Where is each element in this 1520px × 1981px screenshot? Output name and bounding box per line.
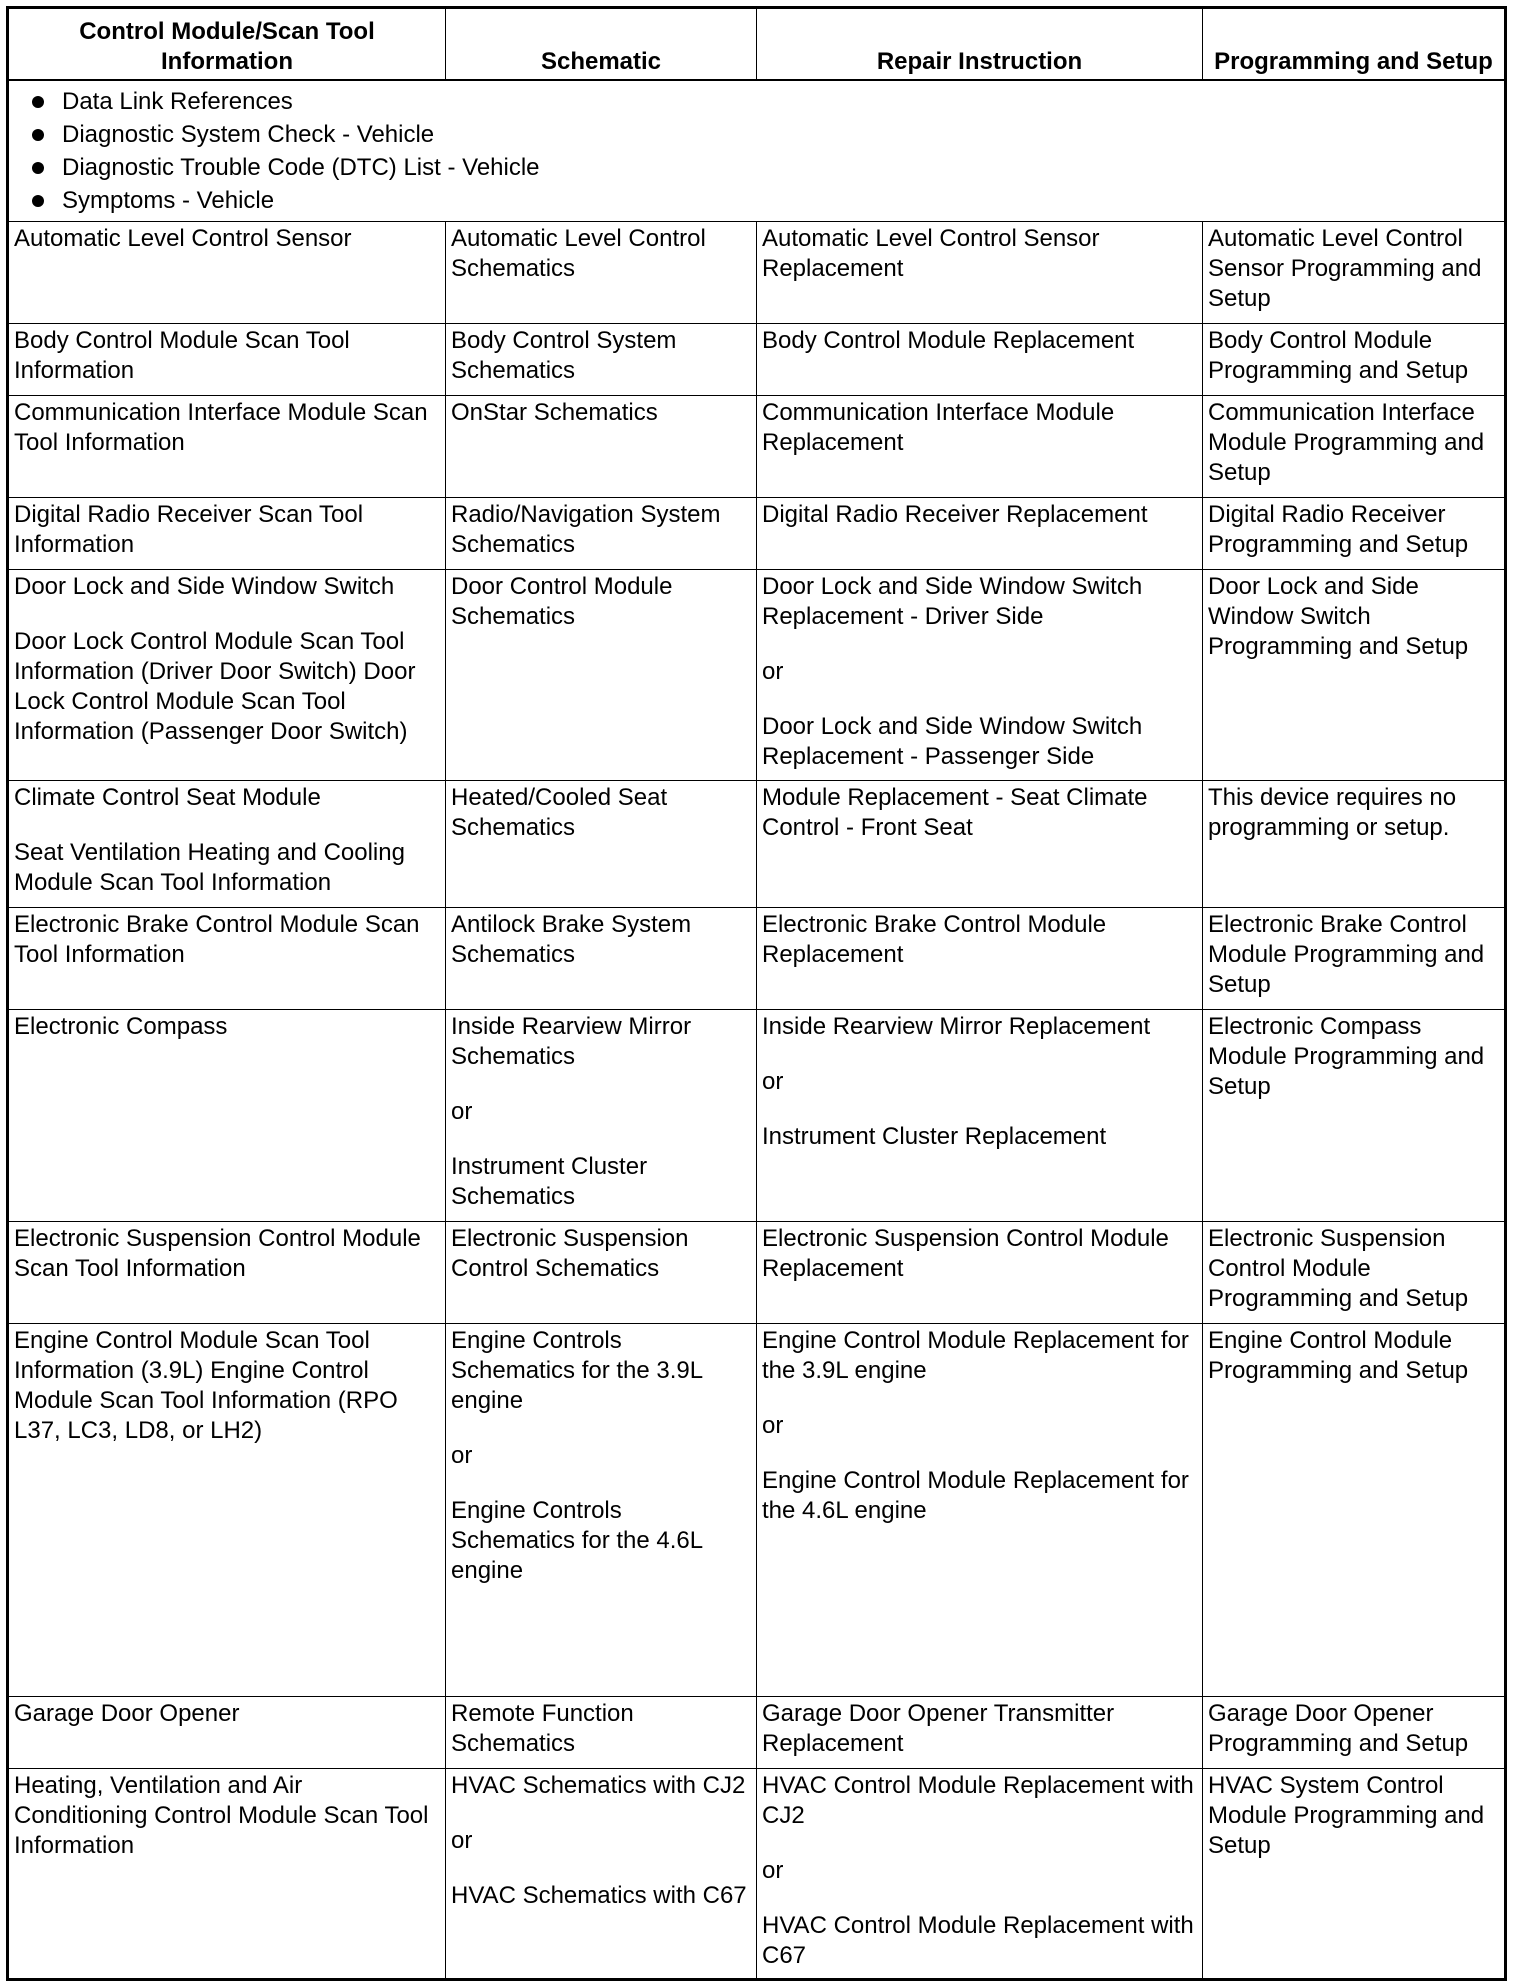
cell-text[interactable]: Module Replacement - Seat Climate Control - Front Seat xyxy=(762,783,1148,841)
cell-text[interactable]: Electronic Suspension Control Module Replacement xyxy=(762,1224,1169,1282)
table-row xyxy=(8,1009,1506,1221)
cell-text[interactable]: Electronic Suspension Control Schematics xyxy=(451,1224,689,1282)
cell-text: Automatic Level Control Sensor xyxy=(14,224,352,252)
repair-instruction-cell xyxy=(757,1696,1203,1768)
link-data-link-references[interactable]: Data Link References xyxy=(28,85,1500,118)
schematic-cell xyxy=(446,569,757,780)
programming-setup-cell xyxy=(1203,1009,1506,1221)
cell-text[interactable]: Electronic Brake Control Module Replacement xyxy=(762,910,1107,968)
general-references-cell xyxy=(8,80,1506,222)
module-reference-table xyxy=(6,6,1507,1981)
cell-text[interactable]: Inside Rearview Mirror Schematics xyxy=(451,1012,692,1070)
control-module-cell xyxy=(8,1221,446,1323)
table-row xyxy=(8,395,1506,497)
cell-text: Electronic Suspension Control Module Scan Tool Information xyxy=(14,1224,421,1282)
table-row xyxy=(8,907,1506,1009)
cell-text[interactable]: Communication Interface Module Replacement xyxy=(762,398,1115,456)
cell-text[interactable]: This device requires no programming or setup. xyxy=(1208,783,1457,841)
cell-text: Climate Control Seat Module xyxy=(14,783,321,811)
cell-text[interactable]: Garage Door Opener Programming and Setup xyxy=(1208,1699,1469,1757)
cell-text[interactable]: Heated/Cooled Seat Schematics xyxy=(451,783,668,841)
cell-text: Digital Radio Receiver Scan Tool Information xyxy=(14,500,364,558)
table-row xyxy=(8,221,1506,323)
control-module-cell xyxy=(8,907,446,1009)
cell-text[interactable]: Antilock Brake System Schematics xyxy=(451,910,692,968)
cell-text: Seat Ventilation Heating and Cooling Module Scan Tool Information xyxy=(14,838,405,896)
or-separator: or xyxy=(451,1826,473,1854)
schematic-cell xyxy=(446,1768,757,1979)
repair-instruction-cell xyxy=(757,907,1203,1009)
link-diagnostic-system-check[interactable]: Diagnostic System Check - Vehicle xyxy=(28,118,1500,151)
cell-text[interactable]: Door Lock and Side Window Switch Replacement - Passenger Side xyxy=(762,712,1143,770)
cell-text: Electronic Compass xyxy=(14,1012,228,1040)
repair-instruction-cell xyxy=(757,395,1203,497)
cell-text[interactable]: Door Lock and Side Window Switch Replacement - Driver Side xyxy=(762,572,1143,630)
document-page xyxy=(6,6,1507,1981)
table-row xyxy=(8,569,1506,780)
cell-text[interactable]: Garage Door Opener Transmitter Replacement xyxy=(762,1699,1115,1757)
link-dtc-list[interactable]: Diagnostic Trouble Code (DTC) List - Vehicle xyxy=(28,151,1500,184)
header-repair-instruction: Repair Instruction xyxy=(757,8,1203,80)
repair-instruction-cell xyxy=(757,1221,1203,1323)
table-row xyxy=(8,323,1506,395)
cell-text[interactable]: Digital Radio Receiver Programming and Setup xyxy=(1208,500,1469,558)
cell-text[interactable]: Automatic Level Control Schematics xyxy=(451,224,706,282)
or-separator: or xyxy=(762,1856,784,1884)
cell-text: Door Lock and Side Window Switch xyxy=(14,572,395,600)
table-header-row xyxy=(8,8,1506,80)
table-row xyxy=(8,497,1506,569)
control-module-cell xyxy=(8,395,446,497)
programming-setup-cell xyxy=(1203,907,1506,1009)
table-row xyxy=(8,1221,1506,1323)
cell-text[interactable]: Engine Control Module Replacement for the 4.6L engine xyxy=(762,1466,1189,1524)
schematic-cell xyxy=(446,323,757,395)
cell-text[interactable]: Inside Rearview Mirror Replacement xyxy=(762,1012,1151,1040)
cell-text[interactable]: Door Lock and Side Window Switch Programming and Setup xyxy=(1208,572,1469,660)
cell-text[interactable]: Radio/Navigation System Schematics xyxy=(451,500,721,558)
programming-setup-cell xyxy=(1203,1221,1506,1323)
cell-text[interactable]: HVAC Schematics with CJ2 xyxy=(451,1771,746,1799)
table-row xyxy=(8,1768,1506,1979)
repair-instruction-cell xyxy=(757,323,1203,395)
programming-setup-cell xyxy=(1203,1696,1506,1768)
header-programming-setup: Programming and Setup xyxy=(1203,8,1506,80)
cell-text: Body Control Module Scan Tool Information xyxy=(14,326,350,384)
control-module-cell xyxy=(8,780,446,907)
general-references-row xyxy=(8,80,1506,222)
header-control-module: Control Module/Scan Tool Information xyxy=(8,8,446,80)
cell-text[interactable]: Engine Controls Schematics for the 3.9L engine xyxy=(451,1326,703,1414)
cell-text[interactable]: Engine Control Module Programming and Setup xyxy=(1208,1326,1469,1384)
schematic-cell xyxy=(446,395,757,497)
cell-text: Garage Door Opener xyxy=(14,1699,240,1727)
cell-text: Communication Interface Module Scan Tool Information xyxy=(14,398,428,456)
cell-text[interactable]: Body Control Module Programming and Setup xyxy=(1208,326,1469,384)
or-separator: or xyxy=(762,657,784,685)
repair-instruction-cell xyxy=(757,221,1203,323)
general-references-list xyxy=(14,83,1500,221)
schematic-cell xyxy=(446,1696,757,1768)
programming-setup-cell xyxy=(1203,497,1506,569)
programming-setup-cell xyxy=(1203,780,1506,907)
cell-text[interactable]: HVAC System Control Module Programming and Setup xyxy=(1208,1771,1485,1859)
repair-instruction-cell xyxy=(757,1768,1203,1979)
cell-text[interactable]: Remote Function Schematics xyxy=(451,1699,634,1757)
cell-text: Heating, Ventilation and Air Conditioning Control Module Scan Tool Information xyxy=(14,1771,429,1859)
schematic-cell xyxy=(446,1221,757,1323)
cell-text[interactable]: Instrument Cluster Replacement xyxy=(762,1122,1107,1150)
control-module-cell xyxy=(8,1768,446,1979)
cell-text[interactable]: Communication Interface Module Programming and Setup xyxy=(1208,398,1485,486)
cell-text: Engine Control Module Scan Tool Information (3.9L) Engine Control Module Scan Tool Information (RPO L37, LC3, LD8, or LH2) xyxy=(14,1326,398,1444)
cell-text[interactable]: OnStar Schematics xyxy=(451,398,658,426)
cell-text[interactable]: Instrument Cluster Schematics xyxy=(451,1152,648,1210)
or-separator: or xyxy=(451,1441,473,1469)
cell-text: Door Lock Control Module Scan Tool Information (Driver Door Switch) Door Lock Control Module Scan Tool Information (Passenger Door Switch) xyxy=(14,627,416,745)
control-module-cell xyxy=(8,497,446,569)
cell-text[interactable]: HVAC Control Module Replacement with CJ2 xyxy=(762,1771,1194,1829)
repair-instruction-cell xyxy=(757,780,1203,907)
control-module-cell xyxy=(8,569,446,780)
control-module-cell xyxy=(8,221,446,323)
link-symptoms[interactable]: Symptoms - Vehicle xyxy=(28,184,1500,217)
cell-text[interactable]: Engine Control Module Replacement for the 3.9L engine xyxy=(762,1326,1189,1384)
repair-instruction-cell xyxy=(757,569,1203,780)
repair-instruction-cell xyxy=(757,1323,1203,1696)
table-row xyxy=(8,1323,1506,1696)
repair-instruction-cell xyxy=(757,1009,1203,1221)
control-module-cell xyxy=(8,1696,446,1768)
schematic-cell xyxy=(446,1009,757,1221)
programming-setup-cell xyxy=(1203,569,1506,780)
cell-text[interactable]: Electronic Brake Control Module Programming and Setup xyxy=(1208,910,1485,998)
repair-instruction-cell xyxy=(757,497,1203,569)
cell-text[interactable]: Body Control Module Replacement xyxy=(762,326,1135,354)
cell-text[interactable]: Door Control Module Schematics xyxy=(451,572,673,630)
or-separator: or xyxy=(762,1411,784,1439)
or-separator: or xyxy=(762,1067,784,1095)
cell-text[interactable]: Digital Radio Receiver Replacement xyxy=(762,500,1148,528)
cell-text[interactable]: Electronic Compass Module Programming and Setup xyxy=(1208,1012,1485,1100)
or-separator: or xyxy=(451,1097,473,1125)
schematic-cell xyxy=(446,1323,757,1696)
programming-setup-cell xyxy=(1203,1323,1506,1696)
cell-text[interactable]: Automatic Level Control Sensor Replacement xyxy=(762,224,1100,282)
programming-setup-cell xyxy=(1203,221,1506,323)
header-schematic: Schematic xyxy=(446,8,757,80)
cell-text[interactable]: Automatic Level Control Sensor Programming and Setup xyxy=(1208,224,1482,312)
cell-text[interactable]: HVAC Control Module Replacement with C67 xyxy=(762,1911,1194,1969)
table-row xyxy=(8,1696,1506,1768)
control-module-cell xyxy=(8,1009,446,1221)
schematic-cell xyxy=(446,497,757,569)
cell-text[interactable]: Electronic Suspension Control Module Programming and Setup xyxy=(1208,1224,1469,1312)
programming-setup-cell xyxy=(1203,323,1506,395)
schematic-cell xyxy=(446,221,757,323)
control-module-cell xyxy=(8,323,446,395)
programming-setup-cell xyxy=(1203,1768,1506,1979)
programming-setup-cell xyxy=(1203,395,1506,497)
cell-text: Electronic Brake Control Module Scan Tool Information xyxy=(14,910,420,968)
cell-text[interactable]: Engine Controls Schematics for the 4.6L engine xyxy=(451,1496,703,1584)
schematic-cell xyxy=(446,780,757,907)
control-module-cell xyxy=(8,1323,446,1696)
schematic-cell xyxy=(446,907,757,1009)
cell-text[interactable]: HVAC Schematics with C67 xyxy=(451,1881,747,1909)
table-row xyxy=(8,780,1506,907)
cell-text[interactable]: Body Control System Schematics xyxy=(451,326,677,384)
